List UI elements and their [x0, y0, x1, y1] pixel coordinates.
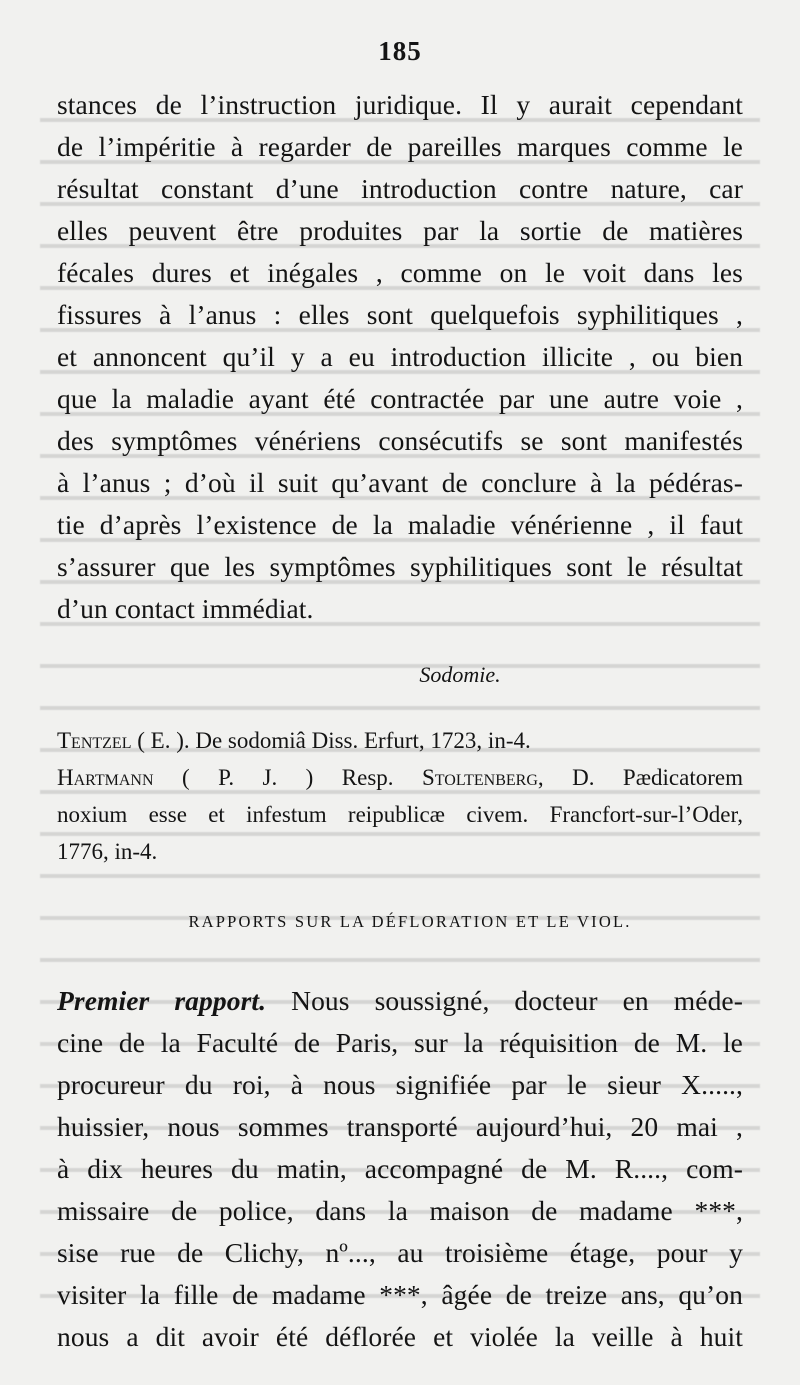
reference-author: Stoltenberg — [421, 765, 538, 790]
reference-text: ( P. J. ) Resp. — [153, 765, 422, 790]
text-line: tie d’après l’existence de la maladie vénérienne , il faut — [57, 509, 743, 540]
text-line: elles peuvent être produites par la sortie de matières — [57, 215, 743, 246]
bibliography-references — [57, 722, 743, 870]
reference-author: Hartmann — [57, 765, 154, 790]
text-line: des symptômes vénériens consécutifs se sont manifestés — [57, 425, 743, 456]
text-line: huissier, nous sommes transporté aujourd’hui, 20 mai , — [57, 1111, 743, 1142]
text-line: fissures à l’anus : elles sont quelquefois syphilitiques , — [57, 299, 743, 330]
paragraph-first-report — [57, 980, 743, 1358]
text-line: cine de la Faculté de Paris, sur la réquisition de M. le — [57, 1027, 743, 1058]
page-number: 185 — [378, 36, 422, 66]
reference-text: ( E. ). De sodomiâ Diss. Erfurt, 1723, in-4. — [131, 728, 531, 753]
text-line: stances de l’instruction juridique. Il y aurait cependant — [57, 89, 743, 120]
reference-text-line: 1776, in-4. — [57, 839, 158, 864]
text-line: et annoncent qu’il y a eu introduction illicite , ou bien — [57, 341, 743, 372]
text-line: procureur du roi, à nous signifiée par le sieur X....., — [57, 1069, 743, 1100]
section-title: RAPPORTS SUR LA DÉFLORATION ET LE VIOL. — [188, 912, 632, 931]
text-line: d’un contact immédiat. — [57, 593, 314, 624]
text-line: à dix heures du matin, accompagné de M. R...., com- — [57, 1153, 743, 1184]
reference-text-line: noxium esse et infestum reipublicæ civem. Francfort-sur-l’Oder, — [57, 802, 743, 827]
text-line: de l’impéritie à regarder de pareilles marques comme le — [57, 131, 743, 162]
report-title: Premier rapport. — [57, 985, 267, 1016]
text-fragment: Nous soussigné, docteur en méde- — [266, 985, 743, 1016]
text-line: que la maladie ayant été contractée par une autre voie , — [57, 383, 743, 414]
text-line: sise rue de Clichy, nº..., au troisième étage, pour y — [57, 1237, 743, 1268]
text-line: à l’anus ; d’où il suit qu’avant de conclure à la pédéras- — [57, 467, 743, 498]
text-line: missaire de police, dans la maison de madame ***, — [57, 1195, 743, 1226]
text-line: fécales dures et inégales , comme on le voit dans les — [57, 257, 743, 288]
text-line: nous a dit avoir été déflorée et violée la veille à huit — [57, 1321, 743, 1352]
paragraph-continuation — [57, 84, 743, 630]
reference-author: Tentzel — [57, 728, 132, 753]
text-line: résultat constant d’une introduction contre nature, car — [57, 173, 743, 204]
text-line — [57, 980, 743, 1022]
reference-entry — [57, 759, 743, 796]
subheading-sodomie: Sodomie. — [419, 662, 501, 687]
reference-entry — [57, 722, 743, 759]
text-line: s’assurer que les symptômes syphilitiques sont le résultat — [57, 551, 743, 582]
text-line: visiter la fille de madame ***, âgée de treize ans, qu’on — [57, 1279, 743, 1310]
reference-text: , D. Pædicatorem — [537, 765, 743, 790]
